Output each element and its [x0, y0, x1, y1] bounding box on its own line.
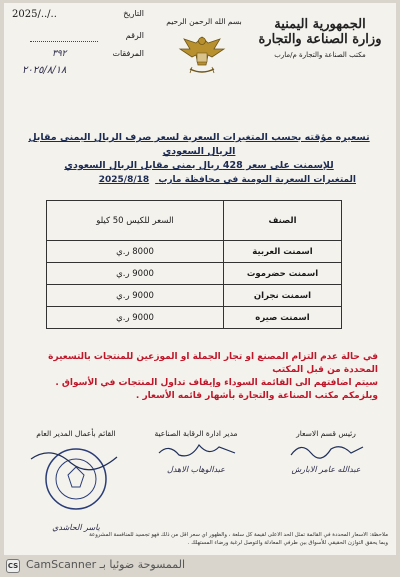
handwritten-date-line — [12, 65, 144, 79]
document-page — [4, 3, 396, 555]
signature-scribble-icon — [281, 439, 371, 461]
yemen-eagle-emblem-icon — [176, 31, 228, 79]
signature-block-acting-director — [16, 428, 136, 533]
scanner-watermark-bar — [0, 555, 400, 577]
attachments-line — [12, 49, 144, 63]
item-name: اسمنت العربية — [224, 241, 342, 263]
ministry-name-line1: الجمهورية اليمنية — [274, 17, 366, 32]
footer-line1: ملاحظة: الاسعار المحددة في القائمة تمثل الحد الاعلى لقيمة كل سلعة ، والظهور اي سعر اقل من ذلك فهو تجسيد للمنافسة المشروعة — [89, 532, 388, 538]
title-line2: للإسمنت على سعر 428 ريال يمنى مقابل الريال السعودي — [64, 160, 334, 171]
date-label: التاريخ — [123, 9, 144, 18]
signature-title: رئيس قسم الاسعار — [296, 429, 356, 438]
ministry-header — [256, 17, 384, 59]
compliance-notice — [14, 351, 378, 403]
item-name: اسمنت صيره — [224, 307, 342, 329]
item-price: 9000 ر.ي — [47, 307, 224, 329]
office-name: مكتب الصناعة والتجارة م/مارب — [274, 51, 366, 59]
signature-block-inspection-director — [136, 428, 256, 475]
item-price: 9000 ر.ي — [47, 263, 224, 285]
item-price: 8000 ر.ي — [47, 241, 224, 263]
signature-title: مدير ادارة الرقابة الصناعية — [154, 429, 238, 438]
footer-line2: وبما يحقق التوازن الحقيقي للأسواق بين طرفي المعادلة والتوصل لرغبة ورضاء المستهلك . — [187, 540, 388, 546]
footer-note — [10, 531, 388, 547]
item-price: 9000 ر.ي — [47, 285, 224, 307]
basmala: بسم الله الرحمن الرحيم — [166, 17, 242, 26]
scanner-watermark-text: الممسوحة ضوئيا بـ CamScanner — [26, 558, 186, 571]
table-row — [47, 307, 342, 329]
attachments-label: المرفقات — [112, 49, 144, 58]
table-row — [47, 241, 342, 263]
notice-line3: ويلزمكم مكتب الصناعة والتجارة بأشهار قائمه الأسعار . — [135, 391, 378, 401]
signature-name: ياسر الحاشدي — [52, 523, 100, 532]
subtitle — [99, 175, 356, 185]
table-row — [47, 263, 342, 285]
camscanner-logo-icon: CS — [6, 559, 20, 573]
document-title — [18, 131, 380, 173]
signature-name: عبدالله عامر الابارش — [291, 465, 361, 474]
signature-title: القائم بأعمال المدير العام — [36, 429, 116, 438]
subtitle-text: المتغيرات السعرية اليومية في محافظة مارب — [158, 175, 356, 185]
signature-scribble-icon — [151, 439, 241, 461]
official-stamp-icon — [21, 439, 131, 519]
attachments-value: ٣٩٢ — [52, 49, 67, 59]
number-line — [12, 31, 144, 45]
title-line1: تسعيره مؤقته بحسب المتغيرات السعرية لسعر صرف الريال اليمنى مقابل الريال السعودي — [28, 132, 370, 157]
handwritten-date: ٢٠٢٥/٨/١٨ — [22, 65, 67, 76]
table-header-row — [47, 201, 342, 241]
signature-name: عبدالوهاب الاهدل — [167, 465, 225, 474]
column-header-price: السعر للكيس 50 كيلو — [47, 201, 224, 241]
price-table — [46, 200, 342, 329]
notice-line2: سيتم اضافتهم الى القائمة السوداء وإيقاف تداول المنتجات في الأسواق . — [55, 378, 378, 388]
signature-block-prices-head — [266, 428, 386, 475]
date-value: 2025/../.. — [12, 9, 57, 20]
table-row — [47, 285, 342, 307]
number-label: الرقم — [125, 31, 144, 40]
date-line — [12, 9, 144, 23]
column-header-item: الصنف — [224, 201, 342, 241]
subtitle-date: 2025/8/18 — [98, 175, 150, 185]
ministry-name-line2: وزارة الصناعة والتجارة — [258, 32, 382, 47]
reference-block — [12, 9, 144, 79]
notice-line1: في حالة عدم التزام المصنع او تجار الجملة او الموزعين للمنتجات بالتسعيرة المحددة من قبل المكتب — [48, 352, 378, 375]
item-name: اسمنت حضرموت — [224, 263, 342, 285]
item-name: اسمنت نجران — [224, 285, 342, 307]
